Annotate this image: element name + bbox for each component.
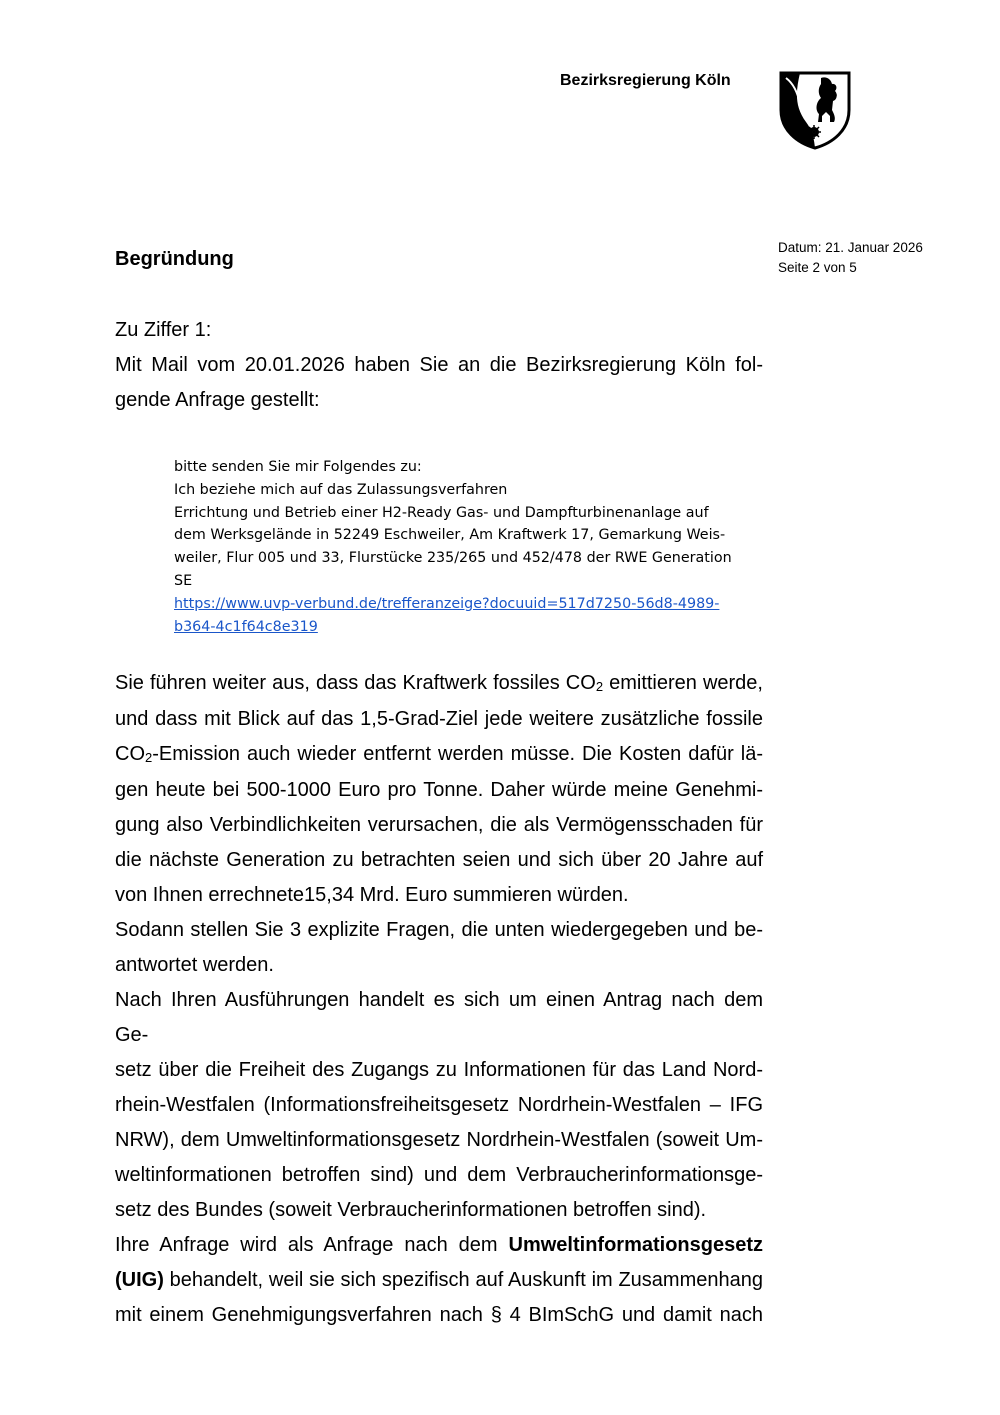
quote-line: SE bbox=[174, 572, 193, 589]
intro-line: gende Anfrage gestellt: bbox=[115, 389, 320, 411]
paragraph-line: mit einem Genehmigungsverfahren nach § 4 BImSchG und damit nach bbox=[115, 1304, 763, 1326]
paragraph-line: Sodann stellen Sie 3 explizite Fragen, die unten wiedergegeben und be- bbox=[115, 919, 763, 941]
paragraph-line: und dass mit Blick auf das 1,5-Grad-Ziel jede weitere zusätzliche fossile bbox=[115, 708, 763, 730]
document-meta bbox=[778, 238, 923, 278]
paragraph-line: setz über die Freiheit des Zugangs zu Informationen für das Land Nord- bbox=[115, 1059, 763, 1081]
page-heading: Begründung bbox=[115, 248, 234, 270]
nrw-coat-of-arms-icon bbox=[778, 70, 852, 150]
paragraph-line: von Ihnen errechnete15,34 Mrd. Euro summieren würden. bbox=[115, 884, 629, 906]
intro-section bbox=[115, 313, 763, 418]
paragraph-line: Nach Ihren Ausführungen handelt es sich um einen Antrag nach dem Ge- bbox=[115, 989, 763, 1046]
paragraph-line: NRW), dem Umweltinformationsgesetz Nordrhein-Westfalen (soweit Um- bbox=[115, 1129, 763, 1151]
date-line: Datum: 21. Januar 2026 bbox=[778, 240, 923, 255]
paragraph-line: Ihre Anfrage wird als Anfrage nach dem Umweltinformationsgesetz bbox=[115, 1234, 763, 1256]
main-text bbox=[115, 666, 763, 1333]
page-number: Seite 2 von 5 bbox=[778, 260, 857, 275]
paragraph-line: gung also Verbindlichkeiten verursachen, die als Vermögensschaden für bbox=[115, 814, 763, 836]
quote-line: Errichtung und Betrieb einer H2-Ready Gas- und Dampfturbinenanlage auf bbox=[174, 504, 709, 521]
paragraph-line: weltinformationen betroffen sind) und dem Verbraucherinformationsge- bbox=[115, 1164, 763, 1186]
quote-line: Ich beziehe mich auf das Zulassungsverfahren bbox=[174, 481, 508, 498]
intro-line: Zu Ziffer 1: bbox=[115, 319, 212, 341]
quote-line: dem Werksgelände in 52249 Eschweiler, Am Kraftwerk 17, Gemarkung Weis- bbox=[174, 527, 726, 544]
paragraph-line: setz des Bundes (soweit Verbraucherinformationen betroffen sind). bbox=[115, 1199, 707, 1221]
paragraph-line: rhein-Westfalen (Informationsfreiheitsgesetz Nordrhein-Westfalen – IFG bbox=[115, 1094, 763, 1116]
uvp-verbund-link-continued[interactable]: b364-4c1f64c8e319 bbox=[174, 618, 318, 635]
paragraph-line: $CO_2$-Emission auch wieder entfernt werden müsse. Die Kosten dafür lä- bbox=[115, 743, 763, 765]
quote-line: weiler, Flur 005 und 33, Flurstücke 235/265 und 452/478 der RWE Generation bbox=[174, 550, 732, 567]
paragraph-line: die nächste Generation zu betrachten seien und sich über 20 Jahre auf bbox=[115, 849, 763, 871]
authority-name: Bezirksregierung Köln bbox=[560, 72, 731, 89]
paragraph-line: Sie führen weiter aus, dass das Kraftwerk fossiles $CO_2$ emittieren werde, bbox=[115, 672, 763, 694]
paragraph-line: gen heute bei 500-1000 Euro pro Tonne. Daher würde meine Genehmi- bbox=[115, 779, 763, 801]
paragraph-line: (UIG) behandelt, weil sie sich spezifisch auf Auskunft im Zusammenhang bbox=[115, 1269, 763, 1291]
paragraph-line: antwortet werden. bbox=[115, 954, 274, 976]
quoted-request bbox=[174, 456, 764, 638]
quote-line: bitte senden Sie mir Folgendes zu: bbox=[174, 459, 422, 475]
intro-line: Mit Mail vom 20.01.2026 haben Sie an die Bezirksregierung Köln fol- bbox=[115, 354, 763, 376]
uvp-verbund-link[interactable]: https://www.uvp-verbund.de/trefferanzeige?docuuid=517d7250-56d8-4989- bbox=[174, 595, 720, 612]
